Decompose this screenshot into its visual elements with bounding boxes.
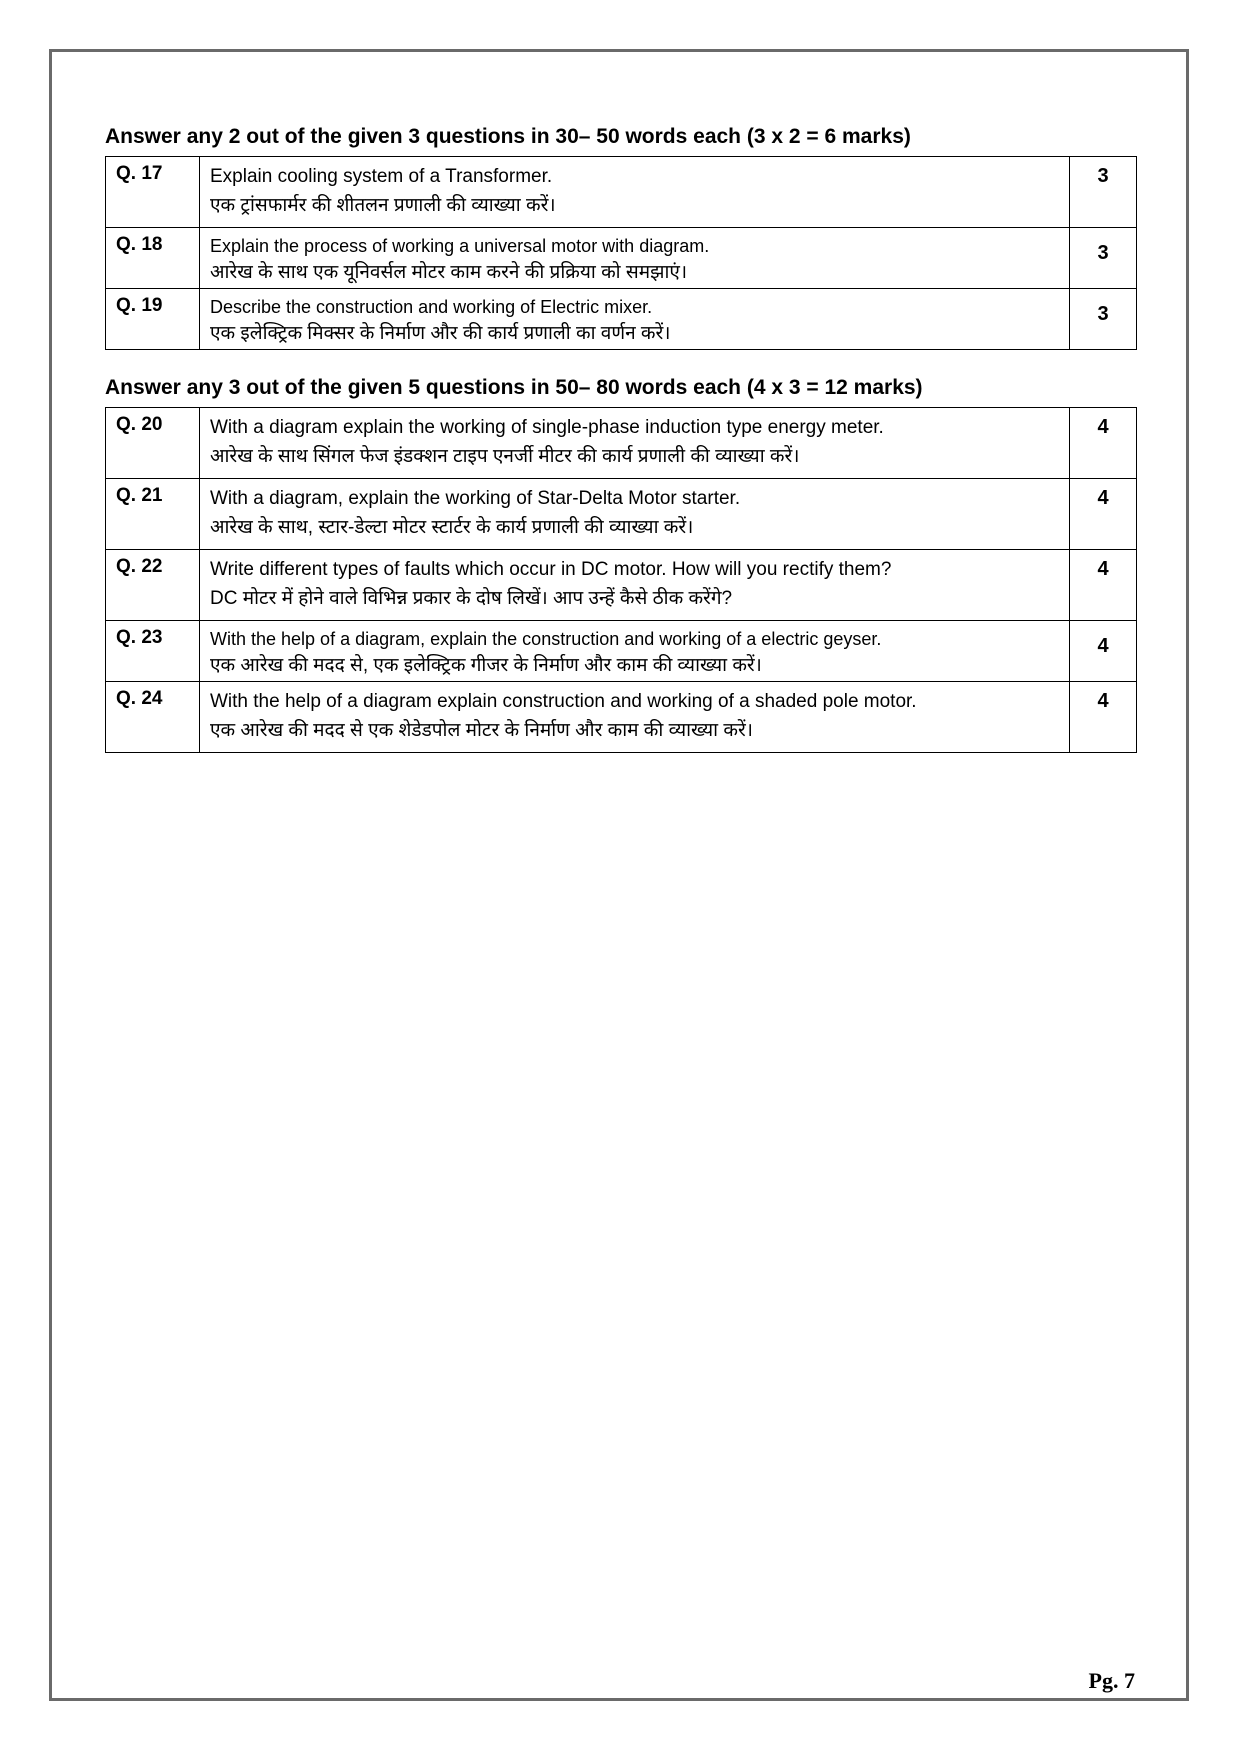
section-short-answer xyxy=(105,122,1135,350)
question-marks: 4 xyxy=(1070,682,1137,753)
question-text xyxy=(200,682,1070,753)
question-marks: 4 xyxy=(1070,550,1137,621)
question-text xyxy=(200,157,1070,228)
question-english: Describe the construction and working of Electric mixer. xyxy=(210,297,653,317)
question-marks: 4 xyxy=(1070,621,1137,682)
question-hindi: DC मोटर में होने वाले विभिन्न प्रकार के दोष लिखें। आप उन्हें कैसे ठीक करेंगे? xyxy=(210,588,733,609)
section-heading: Answer any 2 out of the given 3 questions in 30– 50 words each (3 x 2 = 6 marks) xyxy=(105,125,911,148)
question-table xyxy=(105,156,1137,350)
question-text xyxy=(200,228,1070,289)
question-english: With a diagram, explain the working of Star-Delta Motor starter. xyxy=(210,488,741,509)
question-hindi: आरेख के साथ सिंगल फेज इंडक्शन टाइप एनर्जी मीटर की कार्य प्रणाली की व्याख्या करें। xyxy=(210,446,800,467)
section-long-answer xyxy=(105,373,1135,753)
question-hindi: आरेख के साथ, स्टार-डेल्टा मोटर स्टार्टर के कार्य प्रणाली की व्याख्या करें। xyxy=(210,517,694,538)
question-english: Explain the process of working a universal motor with diagram. xyxy=(210,236,710,256)
question-text xyxy=(200,621,1070,682)
question-number: Q. 22 xyxy=(106,550,200,621)
question-text xyxy=(200,550,1070,621)
question-row xyxy=(106,157,1137,228)
question-english: With a diagram explain the working of single-phase induction type energy meter. xyxy=(210,417,884,438)
question-number: Q. 21 xyxy=(106,479,200,550)
question-marks: 4 xyxy=(1070,479,1137,550)
question-text xyxy=(200,408,1070,479)
question-english: With the help of a diagram explain construction and working of a shaded pole motor. xyxy=(210,691,917,712)
question-hindi: एक ट्रांसफार्मर की शीतलन प्रणाली की व्याख्या करें। xyxy=(210,195,556,216)
question-row xyxy=(106,621,1137,682)
question-row xyxy=(106,550,1137,621)
question-table xyxy=(105,407,1137,753)
question-row xyxy=(106,479,1137,550)
question-number: Q. 24 xyxy=(106,682,200,753)
page-number: Pg. 7 xyxy=(1088,1668,1135,1693)
question-number: Q. 19 xyxy=(106,289,200,350)
question-marks: 3 xyxy=(1070,228,1137,289)
question-english: With the help of a diagram, explain the construction and working of a electric geyser. xyxy=(210,629,882,649)
question-number: Q. 23 xyxy=(106,621,200,682)
question-marks: 3 xyxy=(1070,289,1137,350)
question-hindi: एक इलेक्ट्रिक मिक्सर के निर्माण और की कार्य प्रणाली का वर्णन करें। xyxy=(210,323,671,344)
question-row xyxy=(106,289,1137,350)
question-english: Explain cooling system of a Transformer. xyxy=(210,166,553,187)
question-hindi: आरेख के साथ एक यूनिवर्सल मोटर काम करने की प्रक्रिया को समझाएं। xyxy=(210,262,688,283)
question-text xyxy=(200,479,1070,550)
section-heading: Answer any 3 out of the given 5 questions in 50– 80 words each (4 x 3 = 12 marks) xyxy=(105,376,923,399)
question-hindi: एक आरेख की मदद से एक शेडेडपोल मोटर के निर्माण और काम की व्याख्या करें। xyxy=(210,720,753,741)
question-english: Write different types of faults which occur in DC motor. How will you rectify them? xyxy=(210,559,892,580)
question-marks: 4 xyxy=(1070,408,1137,479)
question-row xyxy=(106,408,1137,479)
question-number: Q. 18 xyxy=(106,228,200,289)
question-hindi: एक आरेख की मदद से, एक इलेक्ट्रिक गीजर के निर्माण और काम की व्याख्या करें। xyxy=(210,655,762,676)
question-text xyxy=(200,289,1070,350)
question-number: Q. 17 xyxy=(106,157,200,228)
question-marks: 3 xyxy=(1070,157,1137,228)
question-row xyxy=(106,682,1137,753)
question-number: Q. 20 xyxy=(106,408,200,479)
question-row xyxy=(106,228,1137,289)
